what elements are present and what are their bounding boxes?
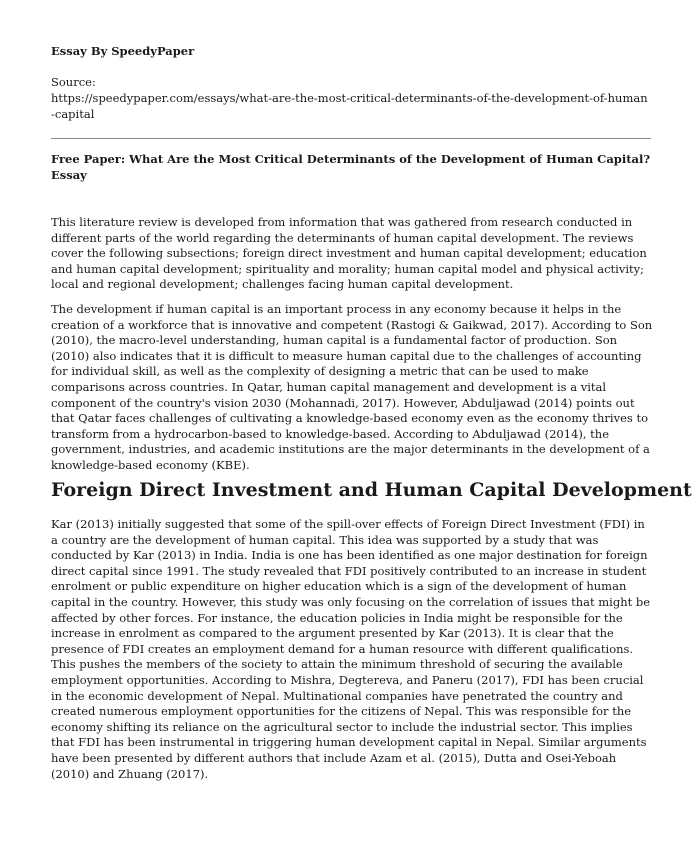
header-divider: [51, 138, 651, 139]
source-label: Source:: [51, 75, 96, 89]
section-heading: Foreign Direct Investment and Human Capital Development: [51, 479, 692, 501]
paragraph-intro: This literature review is developed from information that was gathered from research conducted in different parts of the world regarding the determinants of human capital development. The reviews cover the following subsections; foreign direct investment and human capital development; education and human capital development; spirituality and morality; human capital model and physical activity; local and regional development; challenges facing human capital development.: [51, 215, 647, 292]
paragraph-human-capital: The development if human capital is an important process in any economy because it helps in the creation of a workforce that is innovative and competent (Rastogi & Gaikwad, 2017). According to Son (2010), the macro-level understanding, human capital is a fundamental factor of production. Son (2010) also indicates that it is difficult to measure human capital due to the challenges of accounting for individual skill, as well as the complexity of designing a metric that can be used to make comparisons across countries. In Qatar, human capital management and development is a vital component of the country's vision 2030 (Mohannadi, 2017). However, Abduljawad (2014) points out that Qatar faces challenges of cultivating a knowledge-based economy even as the economy thrives to transform from a hydrocarbon-based to knowledge-based. According to Abduljawad (2014), the government, industries, and academic institutions are the major determinants in the development of a knowledge-based economy (KBE).: [51, 302, 653, 472]
paper-title: Free Paper: What Are the Most Critical Determinants of the Development of Human Capital? Essay: [51, 152, 651, 182]
paragraph-fdi: Kar (2013) initially suggested that some of the spill-over effects of Foreign Direct Investment (FDI) in a country are the development of human capital. This idea was supported by a study that was conducted by Kar (2013) in India. India is one has been identified as one major destination for foreign direct capital since 1991. The study revealed that FDI positively contributed to an increase in student enrolment or public expenditure on higher education which is a sign of the development of human capital in the country. However, this study was only focusing on the correlation of issues that might be affected by other forces. For instance, the education policies in India might be responsible for the increase in enrolment as compared to the argument presented by Kar (2013). It is clear that the presence of FDI creates an employment demand for a human resource with different qualifications. This pushes the members of the society to attain the minimum threshold of securing the available employment opportunities. According to Mishra, Degtereva, and Paneru (2017), FDI has been crucial in the economic development of Nepal. Multinational companies have penetrated the country and created numerous employment opportunities for the citizens of Nepal. This was responsible for the economy shifting its reliance on the agricultural sector to include the industrial sector. This implies that FDI has been instrumental in triggering human development capital in Nepal. Similar arguments have been presented by different authors that include Azam et al. (2015), Dutta and Osei-Yeboah (2010) and Zhuang (2017).: [51, 517, 651, 781]
brand-title: Essay By SpeedyPaper: [51, 44, 195, 58]
source-url[interactable]: https://speedypaper.com/essays/what-are-the-most-critical-determinants-of-the-development-of-human-capital: [51, 91, 648, 121]
